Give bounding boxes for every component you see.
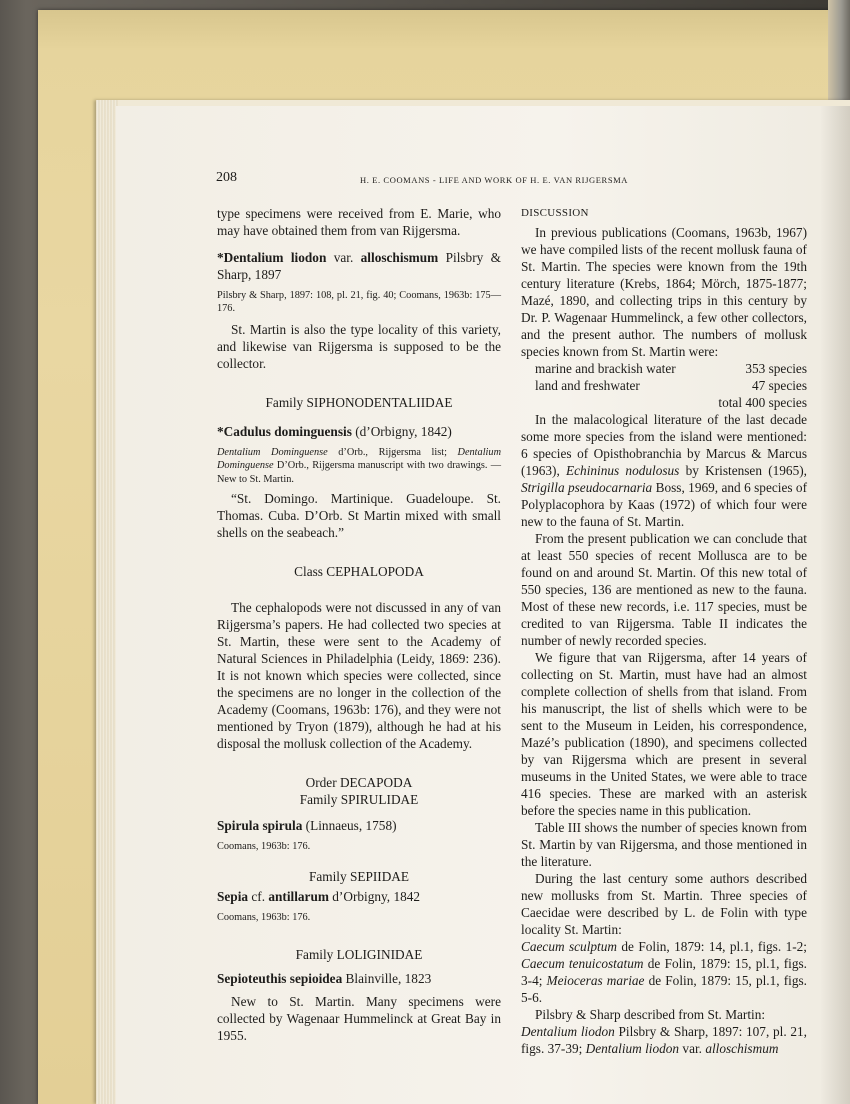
species-reference: Pilsbry & Sharp, 1897: 108, pl. 21, fig. 40; Coomans, 1963b: 175—176. (217, 290, 501, 315)
species-name: Sepia (217, 889, 249, 905)
species-heading (217, 817, 501, 834)
class-heading: Class CEPHALOPODA (294, 564, 424, 580)
taxon-name: Dentalium Dominguense (217, 446, 328, 458)
taxon-name: Strigilla pseudocarnaria (521, 480, 653, 495)
text: Boss, 1969, and 6 species of Polyplacophora by Kaas (1972) of which four were new to the fauna of St. Martin. (521, 480, 808, 529)
taxon-name: Dentalium liodon (521, 1024, 615, 1039)
count-value: 353 species (745, 361, 807, 376)
family-heading: Family SIPHONODENTALIIDAE (265, 394, 453, 410)
species-name: Dentalium liodon (223, 250, 327, 265)
count-total: total 400 species (718, 395, 807, 410)
paragraph: type specimens were received from E. Marie, who may have obtained them from van Rijgersma. (217, 206, 501, 238)
species-author: d’Orbigny, 1842 (328, 889, 421, 905)
species-author: (d’Orbigny, 1842) (351, 423, 452, 439)
back-cover-top-edge (38, 10, 850, 50)
quotation: “St. Domingo. Martinique. Guadeloupe. St. Thomas. Cuba. D’Orb. St Martin mixed with small shells on the seabeach.” (217, 491, 501, 541)
species-reference: Coomans, 1963b: 176. (217, 841, 311, 853)
text: de Folin, 1879: 14, pl.1, figs. 1-2; (617, 939, 807, 954)
count-label: marine and brackish water (535, 361, 676, 376)
text: Pilsbry & Sharp, 1897: 107, pl. 21, figs. 37-39; (521, 1024, 807, 1056)
species-author: Pilsbry & Sharp, 1897 (217, 250, 501, 282)
family-heading: Family SPIRULIDAE (299, 792, 419, 808)
paragraph: In previous publications (Coomans, 1963b, 1967) we have compiled lists of the recent mollusk fauna of St. Martin. The species were known from the 19th century literature (Krebs, 1864; Mörch, 1875-1877; Mazé, 1890, and collecting trips in this century by Dr. P. Wagenaar Hummelinck, a few other collectors, and the present author. The numbers of mollusk species known from St. Martin were: (521, 225, 807, 359)
paragraph: Pilsbry & Sharp described from St. Martin: (535, 1007, 766, 1022)
order-heading: Order DECAPODA (305, 775, 413, 791)
paragraph: From the present publication we can conclude that at least 550 species of recent Mollusca are to be found on and around St. Martin. Of this new total of 550 species, 136 are mentioned as new to the fauna. Most of these new records, i.e. 117 species, must be credited to van Rijgersma. Table II indicates the number of newly recorded species. (521, 531, 807, 648)
reference-text: D’Orb., Rijgersma manuscript with two drawings. — New to St. Martin. (217, 460, 501, 485)
text: by Kristensen (1965), (679, 463, 807, 478)
variety-name: alloschismum (360, 250, 439, 265)
paragraph: New to St. Martin. Many specimens were collected by Wagenaar Hummelinck at Great Bay in 1955. (217, 993, 501, 1043)
species-qualifier: cf. (248, 889, 269, 905)
text: de Folin, 1879: 15, pl.1, figs. 3-4; (521, 956, 807, 988)
caecidae-list (521, 938, 807, 1006)
paragraph: Table III shows the number of species known from St. Martin by van Rijgersma, and those mentioned in the literature. (521, 820, 807, 869)
species-heading (217, 249, 501, 283)
count-value: 47 species (751, 378, 807, 393)
taxon-name: alloschismum (705, 1041, 779, 1056)
page-edges (96, 100, 118, 1104)
species-author: (Linnaeus, 1758) (302, 818, 397, 834)
text: In the malacological literature of the last decade some more species from the island were mentioned: 6 species of Opisthobranchia by Marcus & Marcus (1963), (521, 412, 807, 478)
species-heading (217, 423, 501, 440)
reference-text: d’Orb., Rijgersma list; (327, 446, 458, 458)
species-author: Blainville, 1823 (342, 970, 432, 986)
paragraph: St. Martin is also the type locality of this variety, and likewise van Rijgersma is supposed to be the collector. (217, 321, 501, 371)
left-column (217, 205, 501, 1044)
text: var. (679, 1041, 706, 1056)
variety-marker: var. (326, 250, 361, 265)
species-reference (217, 446, 501, 486)
taxon-name: Caecum sculptum (521, 939, 617, 954)
species-heading (217, 888, 501, 905)
count-label: land and freshwater (535, 378, 640, 393)
species-name: Sepioteuthis sepioidea (217, 970, 343, 986)
page-curl-shadow (820, 106, 850, 1104)
species-epithet: antillarum (268, 889, 329, 905)
count-row (521, 377, 807, 394)
right-column (521, 205, 807, 1057)
section-heading: DISCUSSION (521, 207, 589, 219)
species-star: * (217, 250, 224, 265)
dentalium-list (521, 1023, 807, 1057)
page-number: 208 (216, 170, 237, 185)
taxon-name: Dentalium liodon (585, 1041, 680, 1056)
taxon-name: Echininus nodulosus (566, 463, 680, 478)
species-name: Spirula spirula (217, 818, 303, 834)
taxon-name: Dentalium Dominguense (217, 446, 502, 472)
paragraph: We figure that van Rijgersma, after 14 years of collecting on St. Martin, must have had an almost complete collection of shells from that island. From his manuscript, the list of shells which were to be sent to the Museum in Leiden, his correspondence, Mazé’s publication (1890), and specimens collected by van Rijgersma which are present in several museums in the United States, we were able to trace 416 species. These are marked with an asterisk before the species name in this publication. (521, 650, 807, 818)
text: de Folin, 1879: 15, pl.1, figs. 5-6. (521, 973, 807, 1005)
species-name: *Cadulus dominguensis (217, 423, 352, 439)
paragraph (521, 411, 807, 530)
taxon-name: Caecum tenuicostatum (521, 956, 644, 971)
running-title: H. E. COOMANS - LIFE AND WORK OF H. E. VAN RIJGERSMA (360, 175, 629, 185)
paragraph: During the last century some authors described new mollusks from St. Martin. Three species of Caecidae were described by L. de Folin with type locality St. Martin: (521, 871, 807, 937)
species-heading (217, 970, 501, 987)
species-reference: Coomans, 1963b: 176. (217, 912, 311, 924)
family-heading: Family SEPIIDAE (308, 869, 410, 885)
taxon-name: Meioceras mariae (546, 973, 645, 988)
paragraph: The cephalopods were not discussed in any of van Rijgersma’s papers. He had collected two species at St. Martin, these were sent to the Academy of Natural Sciences in Philadelphia (Leidy, 1869: 236). It is not known which species were collected, since the specimens are no longer in the collection of the Academy (Coomans, 1963b: 176), and they were not mentioned by Tryon (1879), although he had at his disposal the mollusk collection of the Academy. (217, 600, 501, 752)
count-row (521, 360, 807, 377)
family-heading: Family LOLIGINIDAE (295, 946, 423, 962)
